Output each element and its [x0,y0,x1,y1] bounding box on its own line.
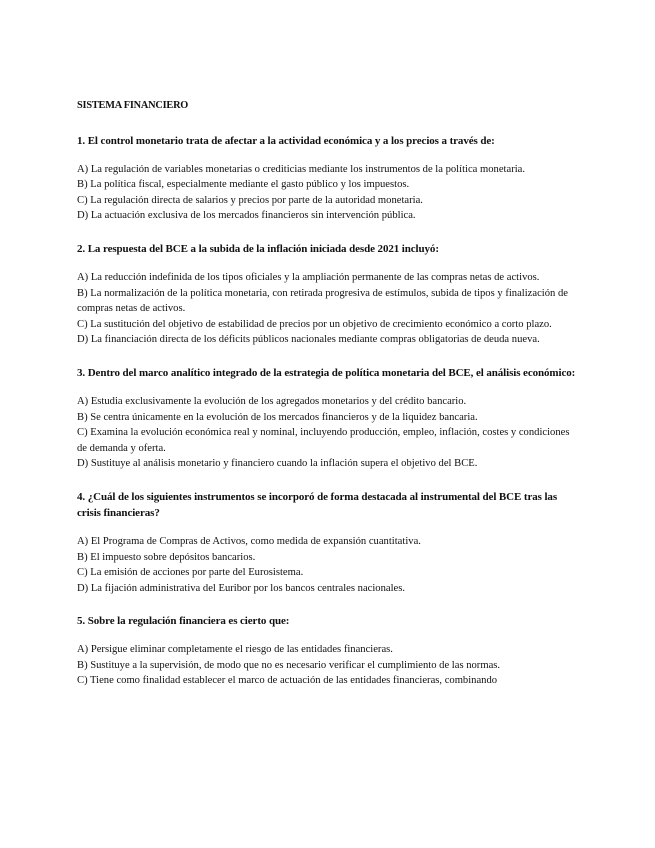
option-d: D) Sustituye al análisis monetario y financiero cuando la inflación supera el objetivo del BCE. [77,458,478,470]
option-d: D) La actuación exclusiva de los mercados financieros sin intervención pública. [77,210,416,222]
question-title: 5. Sobre la regulación financiera es cierto que: [77,615,290,628]
question-title: 4. ¿Cuál de los siguientes instrumentos se incorporó de forma destacada al instrumental del BCE tras las crisis financieras? [77,490,558,519]
option-b: B) Sustituye a la supervisión, de modo que no es necesario verificar el cumplimiento de las normas. [77,659,501,671]
option-d: D) La fijación administrativa del Euribor por los bancos centrales nacionales. [77,582,405,594]
option-b: B) Se centra únicamente en la evolución de los mercados financieros y de la liquidez bancaria. [77,411,478,423]
question-5 [77,613,577,689]
document-page [77,98,577,706]
option-a: A) El Programa de Compras de Activos, como medida de expansión cuantitativa. [77,535,421,547]
option-c: C) La sustitución del objetivo de estabilidad de precios por un objetivo de crecimiento económico a corto plazo. [77,318,552,330]
option-d: D) La financiación directa de los déficits públicos nacionales mediante compras obligatorias de deuda nueva. [77,334,540,346]
option-a: A) Persigue eliminar completamente el riesgo de las entidades financieras. [77,644,393,656]
option-b: B) El impuesto sobre depósitos bancarios. [77,551,256,563]
question-4 [77,489,577,596]
option-b: B) La política fiscal, especialmente mediante el gasto público y los impuestos. [77,179,410,191]
option-a: A) Estudia exclusivamente la evolución de los agregados monetarios y del crédito bancario. [77,395,467,407]
question-2 [77,241,577,348]
option-b: B) La normalización de la política monetaria, con retirada progresiva de estímulos, subida de tipos y finalización de compras netas de activos. [77,287,568,315]
option-c: C) Examina la evolución económica real y nominal, incluyendo producción, empleo, inflación, costes y condiciones de demanda y oferta. [77,427,570,454]
question-title: 3. Dentro del marco analítico integrado de la estrategia de política monetaria del BCE, el análisis económico: [77,366,576,379]
option-a: A) La reducción indefinida de los tipos oficiales y la ampliación permanente de las compras netas de activos. [77,271,540,283]
option-a: A) La regulación de variables monetarias o crediticias mediante los instrumentos de la política monetaria. [77,163,526,175]
section-title: SISTEMA FINANCIERO [77,100,189,111]
question-3 [77,365,577,472]
option-c: C) Tiene como finalidad establecer el marco de actuación de las entidades financieras, combinando [77,675,498,687]
question-1 [77,133,577,224]
question-title: 1. El control monetario trata de afectar a la actividad económica y a los precios a través de: [77,134,495,147]
question-title: 2. La respuesta del BCE a la subida de la inflación iniciada desde 2021 incluyó: [77,242,439,255]
option-c: C) La emisión de acciones por parte del Eurosistema. [77,567,304,579]
option-c: C) La regulación directa de salarios y precios por parte de la autoridad monetaria. [77,194,423,206]
